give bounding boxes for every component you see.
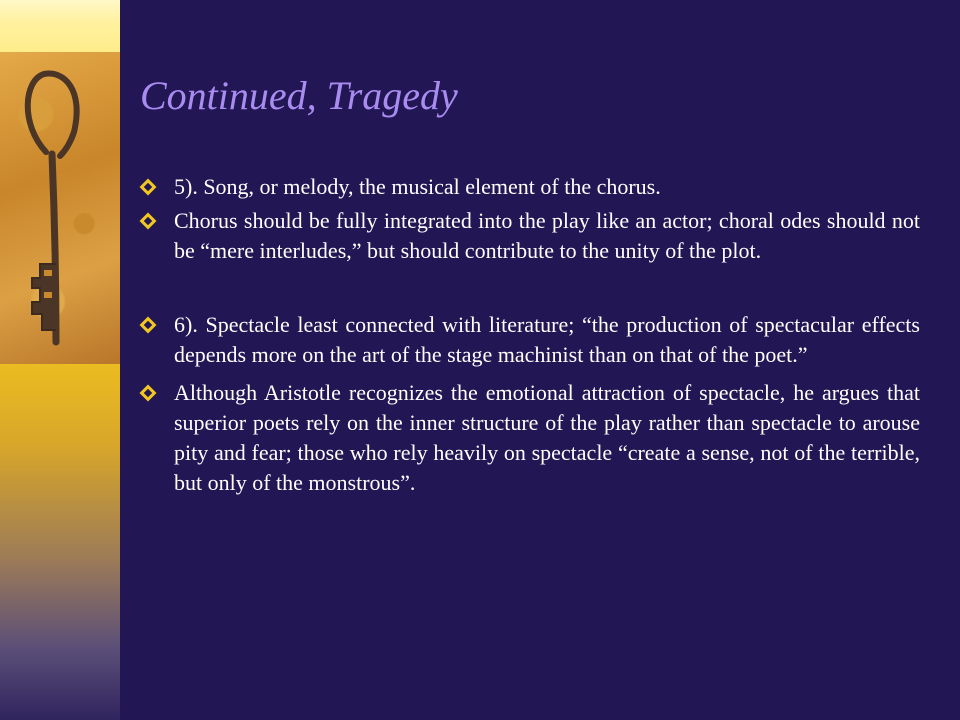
slide-title: Continued, Tragedy <box>140 73 458 118</box>
bullet-text: 6). Spectacle least connected with literature; “the production of spectacular effects depends more on the art of the stage machinist than on that of the poet.” <box>174 312 920 367</box>
bullet-item <box>140 310 920 370</box>
bullet-item <box>140 172 920 202</box>
key-icon <box>0 52 120 364</box>
diamond-bullet-icon <box>140 179 157 196</box>
bullet-item <box>140 206 920 266</box>
bullet-text: Chorus should be fully integrated into the play like an actor; choral odes should not be “mere interludes,” but should contribute to the unity of the plot. <box>174 208 920 263</box>
diamond-bullet-icon <box>140 213 157 230</box>
bullet-text: Although Aristotle recognizes the emotional attraction of spectacle, he argues that superior poets rely on the inner structure of the play rather than spectacle to arouse pity and fear; those who rely heavily on spectacle “create a sense, not of the terrible, but only of the monstrous”. <box>174 380 920 495</box>
antique-key-image <box>0 52 120 364</box>
bullet-list <box>140 172 920 498</box>
diamond-bullet-icon <box>140 385 157 402</box>
bullet-item <box>140 378 920 498</box>
bullet-text: 5). Song, or melody, the musical element of the chorus. <box>174 174 661 199</box>
diamond-bullet-icon <box>140 317 157 334</box>
